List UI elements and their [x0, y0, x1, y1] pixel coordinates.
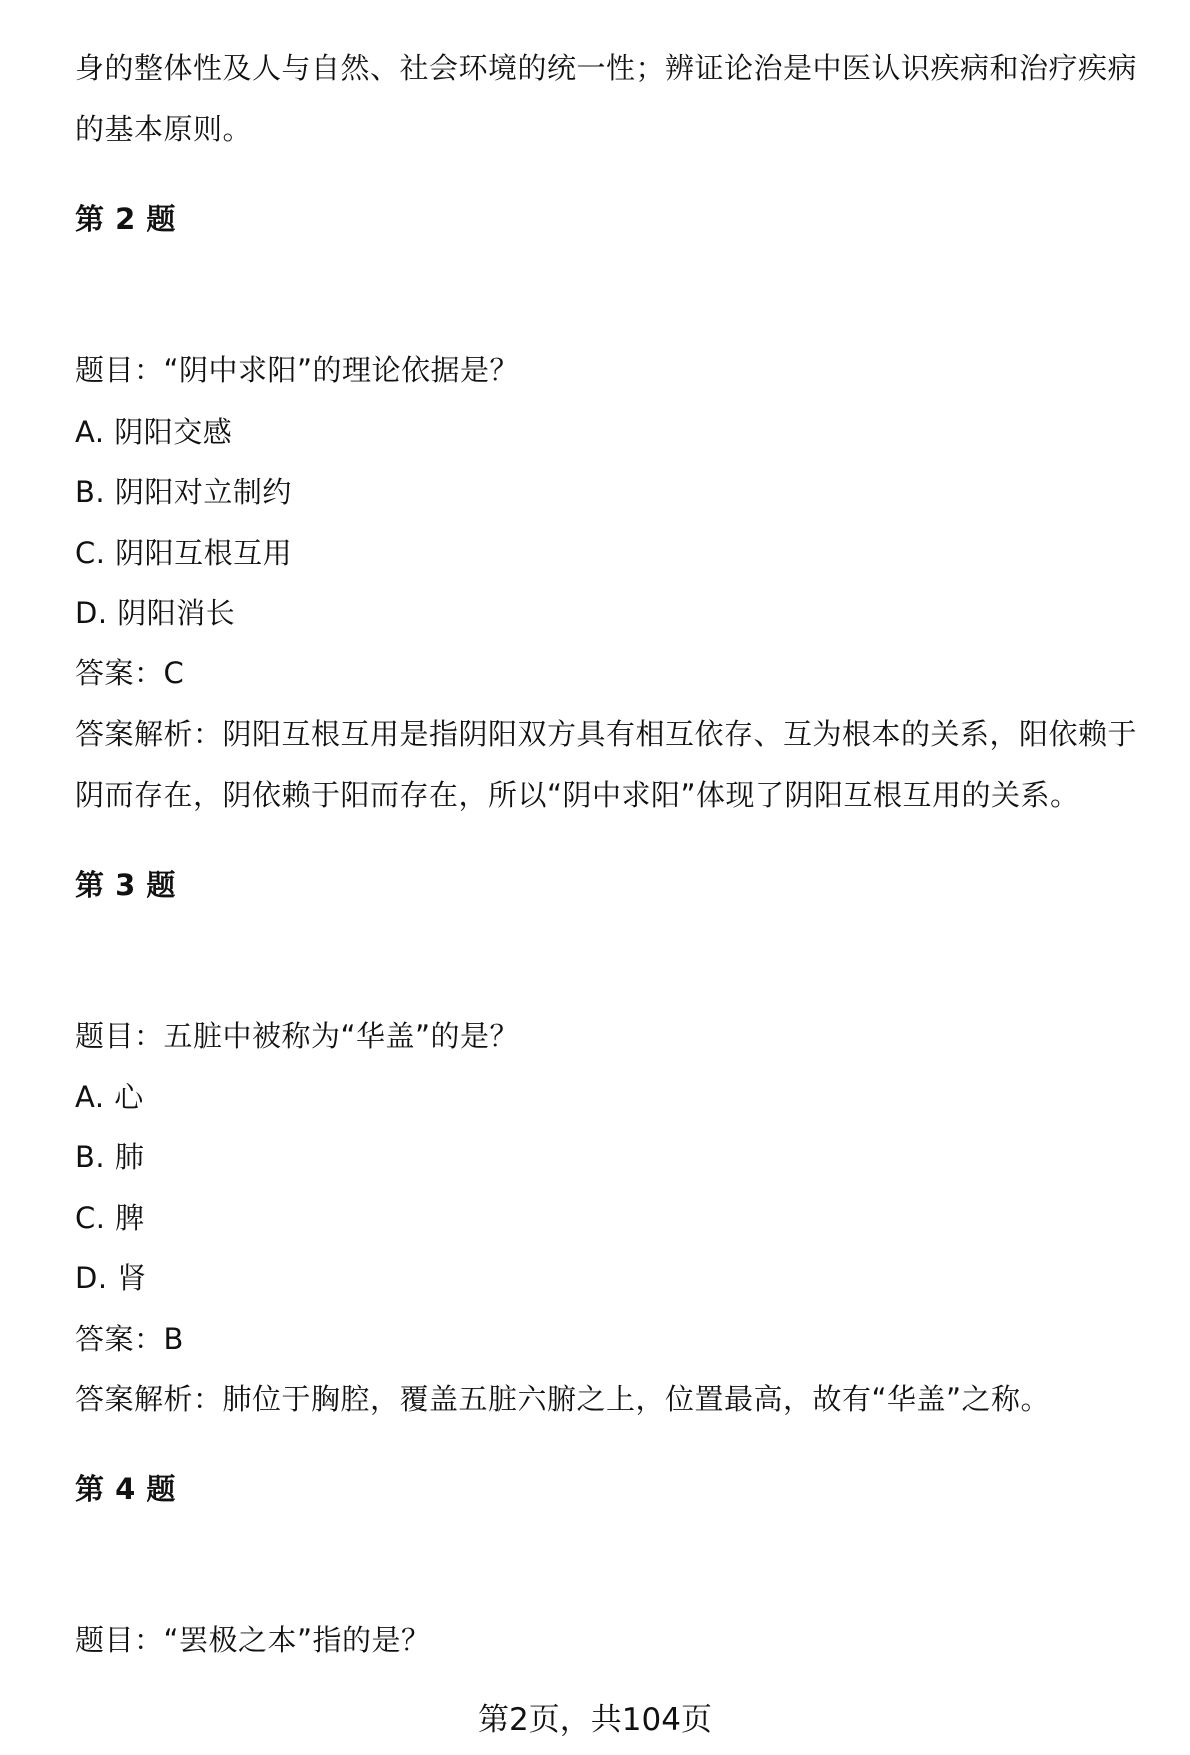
question-3-answer: 答案：B [75, 1322, 184, 1356]
question-4-stem: 题目：“罢极之本”指的是？ [75, 1623, 431, 1657]
question-2-option-d: D. 阴阳消长 [75, 596, 236, 630]
question-3-stem: 题目：五脏中被称为“华盖”的是？ [75, 1019, 520, 1053]
question-3-explanation-line-1: 答案解析：肺位于胸腔，覆盖五脏六腑之上，位置最高，故有“华盖”之称。 [75, 1382, 1051, 1416]
question-2-option-b: B. 阴阳对立制约 [75, 475, 292, 509]
question-2-explanation-line-1: 答案解析：阴阳互根互用是指阴阳双方具有相互依存、互为根本的关系，阳依赖于 [75, 717, 1138, 751]
question-4-heading: 第 4 题 [75, 1472, 176, 1506]
question-2-heading: 第 2 题 [75, 202, 176, 236]
intro-line-2: 的基本原则。 [75, 112, 253, 146]
question-3-option-a: A. 心 [75, 1080, 144, 1114]
page-number-footer: 第2页，共104页 [478, 1702, 712, 1738]
question-2-option-c: C. 阴阳互根互用 [75, 536, 293, 570]
question-3-option-b: B. 肺 [75, 1140, 145, 1174]
question-3-option-c: C. 脾 [75, 1201, 145, 1235]
question-2-stem: 题目：“阴中求阳”的理论依据是？ [75, 353, 520, 387]
intro-line-1: 身的整体性及人与自然、社会环境的统一性；辨证论治是中医认识疾病和治疗疾病 [75, 51, 1138, 85]
question-3-heading: 第 3 题 [75, 868, 176, 902]
question-2-option-a: A. 阴阳交感 [75, 415, 233, 449]
question-2-answer: 答案：C [75, 656, 185, 690]
question-2-explanation-line-2: 阴而存在，阴依赖于阳而存在，所以“阴中求阳”体现了阴阳互根互用的关系。 [75, 778, 1080, 812]
question-3-option-d: D. 肾 [75, 1261, 147, 1295]
